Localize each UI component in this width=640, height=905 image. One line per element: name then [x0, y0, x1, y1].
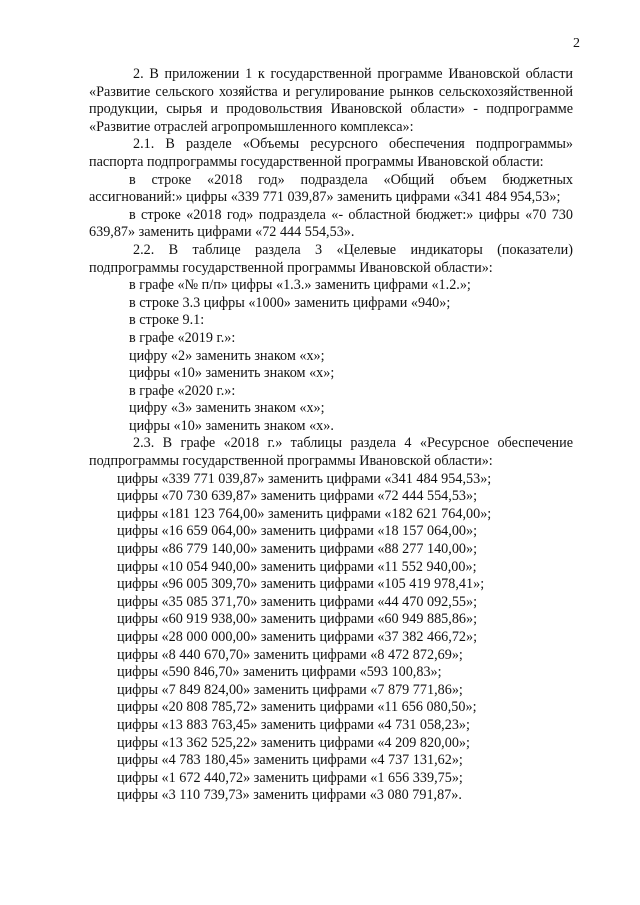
list-item: в графе «№ п/п» цифры «1.3.» заменить цифрами «1.2.»; — [129, 277, 471, 294]
section-2-3-list — [89, 471, 573, 805]
list-item: цифры «70 730 639,87» заменить цифрами «72 444 554,53»; — [117, 488, 478, 505]
list-item: цифры «86 779 140,00» заменить цифрами «88 277 140,00»; — [117, 541, 478, 558]
list-item: цифры «10» заменить знаком «х». — [129, 417, 334, 434]
list-item: в строке 9.1: — [129, 312, 205, 329]
list-item: цифры «16 659 064,00» заменить цифрами «18 157 064,00»; — [117, 523, 478, 540]
list-item: цифры «181 123 764,00» заменить цифрами «182 621 764,00»; — [117, 505, 492, 522]
list-item: цифру «3» заменить знаком «х»; — [129, 400, 325, 417]
list-item: в графе «2019 г.»: — [129, 329, 236, 346]
document-body — [89, 66, 573, 805]
paragraph-2: 2. В приложении 1 к государственной программе Ивановской области «Развитие сельского хозяйства и регулирование рынков сельскохозяйственной продукции, сырья и продовольствия Ивановской области» - подпрограмме «Развитие отраслей агропромышленного комплекса»: — [89, 66, 573, 135]
paragraph-2-1: 2.1. В разделе «Объемы ресурсного обеспечения подпрограммы» паспорта подпрограммы государственной программы Ивановской области: — [89, 136, 573, 170]
list-item: цифры «13 362 525,22» заменить цифрами «4 209 820,00»; — [117, 734, 470, 751]
list-item: цифры «339 771 039,87» заменить цифрами «341 484 954,53»; — [117, 470, 492, 487]
page-number: 2 — [573, 36, 580, 51]
paragraph-2-2: 2.2. В таблице раздела 3 «Целевые индикаторы (показатели) подпрограммы государственной программы Ивановской области»: — [89, 241, 573, 276]
list-item: цифры «590 846,70» заменить цифрами «593 100,83»; — [117, 664, 442, 681]
paragraph-2-1-total: в строке «2018 год» подраздела «Общий объем бюджетных ассигнований:» цифры «339 771 039,87» заменить цифрами «341 484 954,53»; — [89, 171, 573, 206]
list-item: в графе «2020 г.»: — [129, 382, 236, 399]
list-item: в строке 3.3 цифры «1000» заменить цифрами «940»; — [129, 294, 451, 311]
list-item: цифры «8 440 670,70» заменить цифрами «8 472 872,69»; — [117, 646, 463, 663]
paragraph-2-3: 2.3. В графе «2018 г.» таблицы раздела 4 «Ресурсное обеспечение подпрограммы государственной программы Ивановской области»: — [89, 435, 573, 470]
paragraph-2-1-regional: в строке «2018 год» подраздела «- областной бюджет:» цифры «70 730 639,87» заменить цифрами «72 444 554,53». — [89, 206, 573, 241]
list-item: цифры «35 085 371,70» заменить цифрами «44 470 092,55»; — [117, 593, 478, 610]
list-item: цифры «96 005 309,70» заменить цифрами «105 419 978,41»; — [117, 576, 485, 593]
list-item: цифры «1 672 440,72» заменить цифрами «1 656 339,75»; — [117, 769, 463, 786]
list-item: цифры «3 110 739,73» заменить цифрами «3 080 791,87». — [117, 787, 462, 804]
list-item: цифры «60 919 938,00» заменить цифрами «60 949 885,86»; — [117, 611, 478, 628]
list-item: цифры «10» заменить знаком «х»; — [129, 365, 335, 382]
section-2-2-list — [89, 277, 573, 435]
list-item: цифры «28 000 000,00» заменить цифрами «37 382 466,72»; — [117, 629, 478, 645]
list-item: цифры «4 783 180,45» заменить цифрами «4 737 131,62»; — [117, 752, 463, 769]
list-item: цифры «7 849 824,00» заменить цифрами «7 879 771,86»; — [117, 681, 463, 698]
list-item: цифру «2» заменить знаком «х»; — [129, 347, 325, 364]
list-item: цифры «20 808 785,72» заменить цифрами «11 656 080,50»; — [117, 699, 477, 716]
list-item: цифры «10 054 940,00» заменить цифрами «11 552 940,00»; — [117, 558, 477, 575]
list-item: цифры «13 883 763,45» заменить цифрами «4 731 058,23»; — [117, 716, 470, 733]
